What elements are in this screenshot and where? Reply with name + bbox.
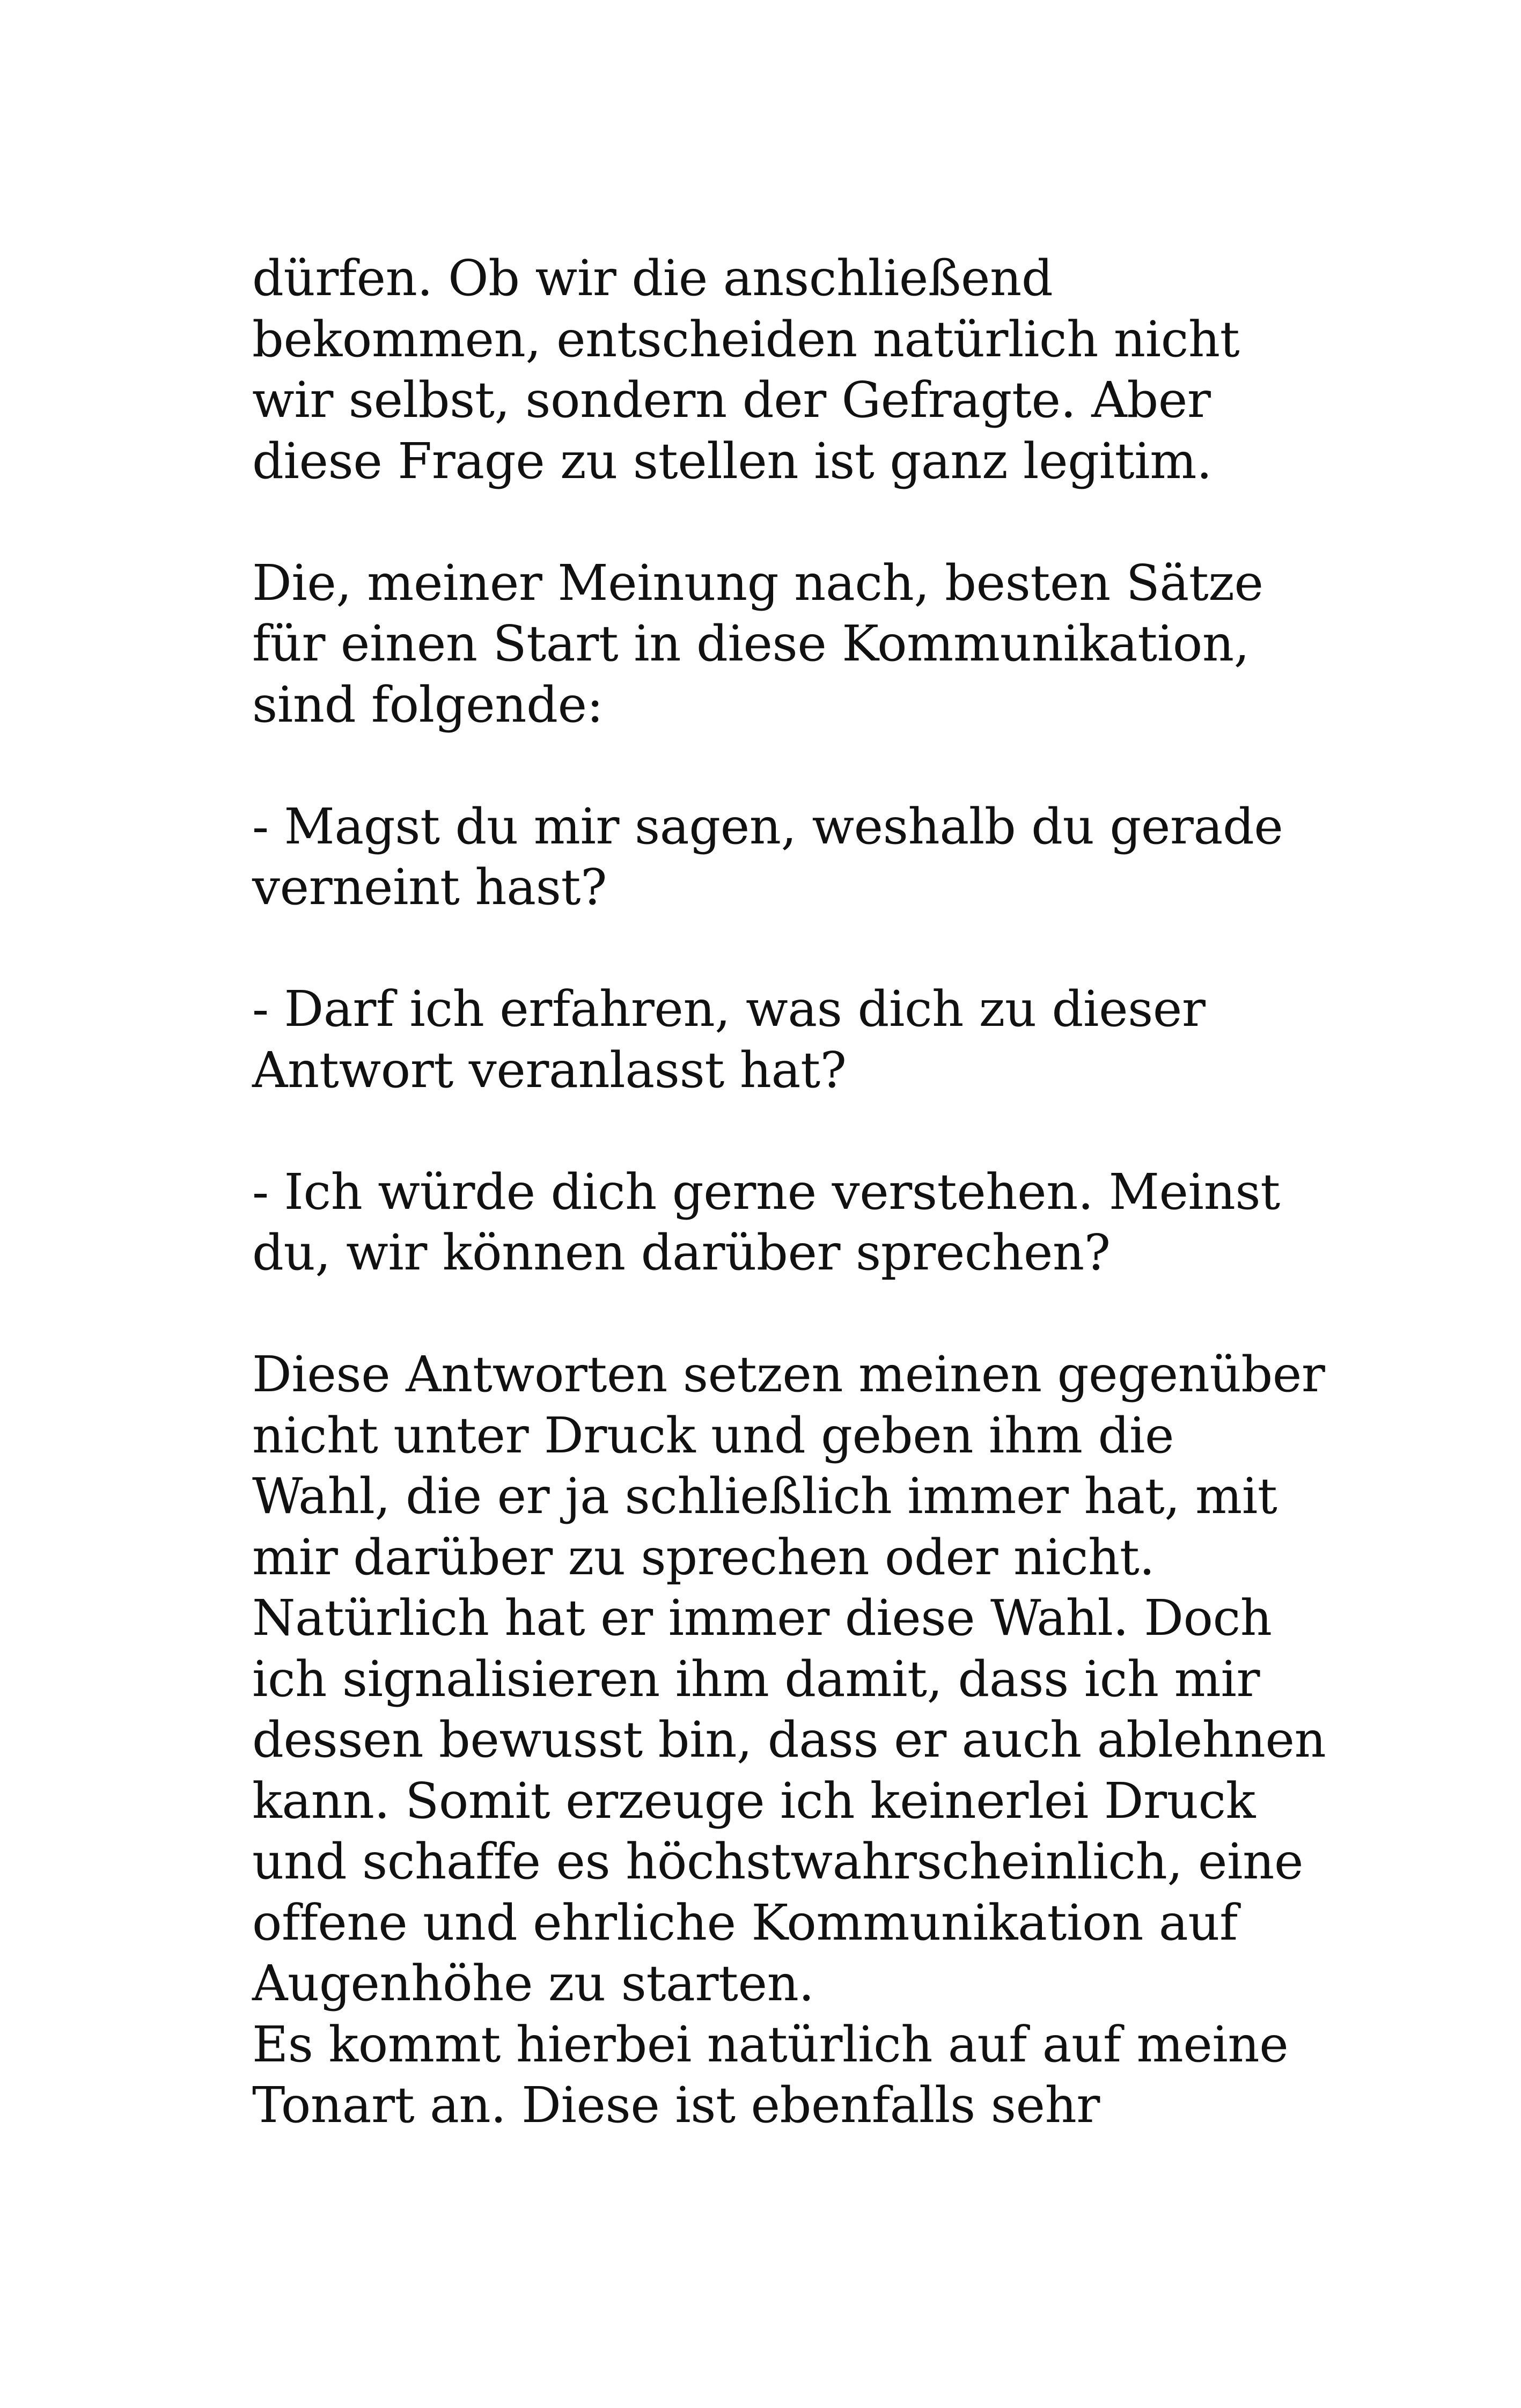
text-line: mir darüber zu sprechen oder nicht. bbox=[252, 1528, 1155, 1586]
text-line: verneint hast? bbox=[252, 858, 607, 916]
text-line: Es kommt hierbei natürlich auf auf meine bbox=[252, 2015, 1289, 2073]
text-line: sind folgende: bbox=[252, 676, 604, 733]
text-line: offene und ehrliche Kommunikation auf bbox=[252, 1893, 1238, 1951]
paragraph-gap bbox=[252, 735, 1325, 796]
paragraph-6 bbox=[252, 1344, 1325, 2136]
text-line: kann. Somit erzeuge ich keinerlei Druck bbox=[252, 1772, 1255, 1830]
text-line: für einen Start in diese Kommunikation, bbox=[252, 615, 1250, 672]
text-line: - Magst du mir sagen, weshalb du gerade bbox=[252, 797, 1283, 855]
text-line: Antwort veranlasst hat? bbox=[252, 1041, 847, 1099]
question-1 bbox=[252, 796, 1325, 918]
paragraph-gap bbox=[252, 918, 1325, 979]
text-line: Wahl, die er ja schließlich immer hat, mit bbox=[252, 1467, 1277, 1525]
text-line: dürfen. Ob wir die anschließend bbox=[252, 249, 1053, 307]
text-line: bekommen, entscheiden natürlich nicht bbox=[252, 310, 1240, 368]
paragraph-gap bbox=[252, 1100, 1325, 1162]
text-line: nicht unter Druck und geben ihm die bbox=[252, 1406, 1174, 1464]
text-line: - Darf ich erfahren, was dich zu dieser bbox=[252, 980, 1206, 1038]
text-line: Die, meiner Meinung nach, besten Sätze bbox=[252, 554, 1263, 612]
paragraph-2 bbox=[252, 553, 1325, 736]
text-line: Augenhöhe zu starten. bbox=[252, 1955, 814, 2012]
text-line: Natürlich hat er immer diese Wahl. Doch bbox=[252, 1589, 1272, 1647]
text-line: dessen bewusst bin, dass er auch ablehnen bbox=[252, 1711, 1326, 1768]
text-line: und schaffe es höchstwahrscheinlich, eine bbox=[252, 1833, 1303, 1890]
text-line: Diese Antworten setzen meinen gegenüber bbox=[252, 1346, 1325, 1403]
body-text bbox=[252, 248, 1325, 2136]
paragraph-gap bbox=[252, 491, 1325, 553]
question-3 bbox=[252, 1162, 1325, 1283]
text-line: wir selbst, sondern der Gefragte. Aber bbox=[252, 371, 1211, 429]
paragraph-gap bbox=[252, 1283, 1325, 1345]
text-line: - Ich würde dich gerne verstehen. Meinst bbox=[252, 1163, 1280, 1221]
text-line: Tonart an. Diese ist ebenfalls sehr bbox=[252, 2076, 1100, 2134]
text-line: diese Frage zu stellen ist ganz legitim. bbox=[252, 432, 1212, 490]
question-2 bbox=[252, 979, 1325, 1100]
paragraph-1 bbox=[252, 248, 1325, 491]
text-line: du, wir können darüber sprechen? bbox=[252, 1224, 1111, 1281]
text-line: ich signalisieren ihm damit, dass ich mir bbox=[252, 1650, 1260, 1708]
